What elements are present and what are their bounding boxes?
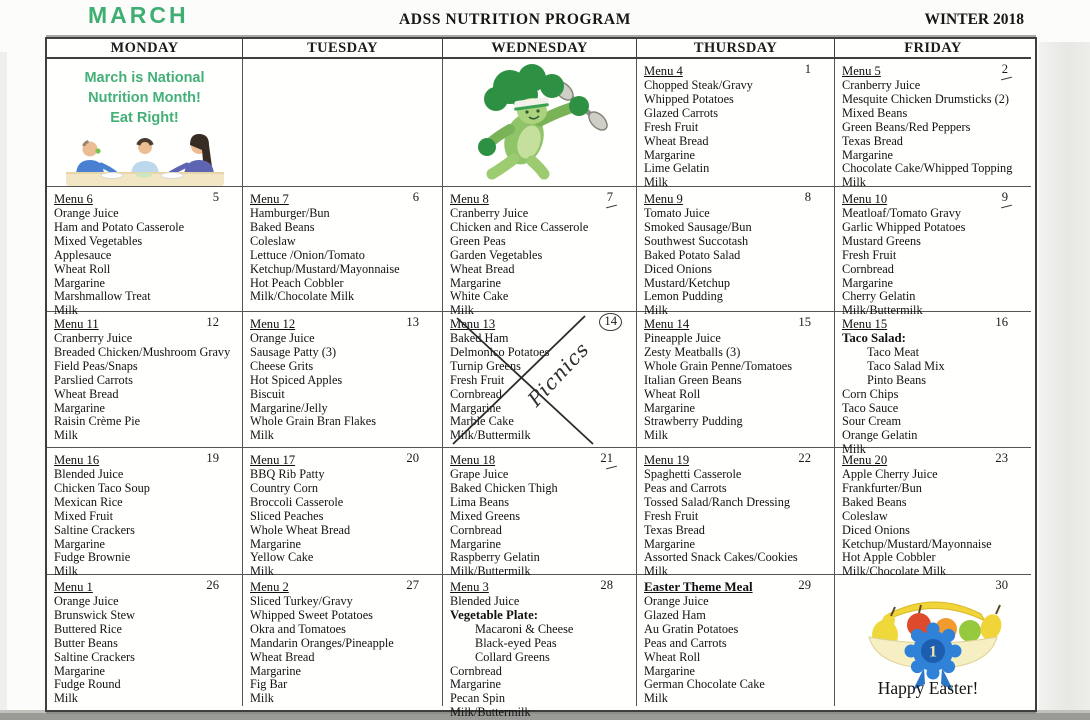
menu-item: Fudge Round (54, 677, 121, 692)
menu-cell-menu-5 (835, 59, 1031, 190)
menu-item: Cranberry Juice (54, 331, 133, 345)
menu-item: Milk/Buttermilk (450, 428, 531, 443)
menu-item: Wheat Roll (644, 386, 701, 401)
menu-item: Lime Gelatin (644, 161, 710, 176)
menu-item: Turnip Greens (450, 358, 521, 373)
menu-title: Menu 13 (450, 317, 496, 331)
menu-item: Black-eyed Peas (475, 635, 557, 650)
day-number: 14 (599, 313, 622, 331)
menu-item: Corn Chips (842, 386, 899, 401)
menu-item: Margarine (54, 400, 105, 415)
menu-item: Margarine/Jelly (250, 400, 328, 415)
menu-item: Mexican Rice (54, 494, 123, 509)
menu-item: Garlic Whipped Potatoes (842, 219, 966, 234)
menu-item: Margarine (644, 147, 695, 162)
menu-item: Milk (54, 691, 78, 706)
menu-item: Orange Gelatin (842, 428, 918, 443)
menu-item: Cranberry Juice (842, 78, 921, 92)
menu-item: Strawberry Pudding (644, 414, 743, 429)
menu-item: Cornbread (450, 386, 502, 401)
menu-item: Broccoli Casserole (250, 494, 344, 509)
menu-item: Cranberry Juice (450, 206, 529, 220)
menu-item: Fudge Brownie (54, 550, 131, 565)
menu-item: Sliced Turkey/Gravy (250, 594, 353, 608)
illustration-cell-broccoli-exercising (443, 59, 637, 187)
broccoli-exercising-illustration (443, 59, 636, 181)
menu-item: Vegetable Plate: (450, 607, 539, 622)
menu-title: Menu 16 (54, 453, 100, 467)
calendar-grid (47, 39, 1031, 720)
menu-item: Milk/Buttermilk (842, 303, 923, 318)
promo-cell-nutrition-month (47, 59, 243, 187)
day-number: 19 (206, 451, 219, 465)
menu-item: Whole Grain Bran Flakes (250, 414, 377, 429)
menu-item: Diced Onions (644, 261, 712, 276)
menu-item: Wheat Bread (644, 133, 709, 148)
day-number: 27 (406, 578, 419, 592)
menu-cell-menu-9 (637, 187, 835, 318)
menu-item: Applesauce (54, 247, 112, 262)
menu-item: Sliced Peaches (250, 508, 324, 523)
menu-cell-menu-16 (47, 448, 243, 579)
menu-item: Orange Juice (644, 594, 709, 608)
menu-item: Pinto Beans (867, 372, 927, 387)
day-number: 1 (804, 62, 811, 76)
menu-cell-menu-18 (443, 448, 637, 579)
menu-item: Tossed Salad/Ranch Dressing (644, 494, 790, 509)
day-header-thursday: THURSDAY (637, 39, 835, 59)
menu-title: Menu 8 (450, 192, 489, 206)
menu-item: Milk (644, 428, 668, 443)
menu-item: Milk (54, 428, 78, 443)
nutrition-month-message (47, 68, 242, 128)
nutrition-month-message-line: March is National (84, 70, 205, 86)
menu-item: Coleslaw (842, 508, 888, 523)
menu-item: Milk (644, 691, 668, 706)
menu-item: Margarine (450, 275, 501, 290)
menu-item: Orange Juice (54, 206, 119, 220)
menu-item: Whole Wheat Bread (250, 522, 351, 537)
menu-item: Margarine (54, 275, 105, 290)
menu-item: Margarine (842, 147, 893, 162)
menu-item: Raspberry Gelatin (450, 550, 540, 565)
menu-item: Wheat Bread (450, 261, 515, 276)
menu-item: Grape Juice (450, 467, 509, 481)
menu-item: Mustard Greens (842, 233, 921, 248)
menu-item: Lemon Pudding (644, 289, 723, 304)
menu-item: Marshmallow Treat (54, 289, 151, 304)
happy-easter-caption: Happy Easter! (877, 678, 979, 698)
menu-item: Taco Salad: (842, 331, 906, 345)
day-number: 16 (995, 315, 1008, 329)
day-number: 8 (804, 190, 811, 204)
menu-item: Milk (54, 564, 78, 579)
menu-cell-menu-17 (243, 448, 443, 579)
menu-item: Ketchup/Mustard/Mayonnaise (250, 261, 400, 276)
day-number: 7 (606, 190, 613, 204)
menu-item: Hot Peach Cobbler (250, 275, 344, 290)
menu-item: Milk/Chocolate Milk (842, 564, 947, 579)
menu-item: Diced Onions (842, 522, 910, 537)
menu-item: Sausage Patty (3) (250, 344, 337, 359)
menu-item: Taco Sauce (842, 400, 899, 415)
menu-item: Margarine (644, 536, 695, 551)
menu-item: Pecan Spin (450, 691, 505, 706)
menu-item: Hot Apple Cobbler (842, 550, 936, 565)
menu-item: Margarine (54, 536, 105, 551)
empty-cell (243, 59, 443, 187)
menu-item: Chopped Steak/Gravy (644, 78, 753, 92)
menu-item: Frankfurter/Bun (842, 480, 922, 495)
day-number: 26 (206, 578, 219, 592)
menu-cell-menu-11 (47, 312, 243, 448)
menu-item: Delmonico Potatoes (450, 344, 550, 359)
menu-item: Lettuce /Onion/Tomato (250, 247, 365, 262)
menu-item: Blended Juice (54, 467, 124, 481)
menu-item: Ham and Potato Casserole (54, 219, 185, 234)
menu-title: Menu 15 (842, 317, 888, 331)
menu-item: Wheat Bread (54, 386, 119, 401)
menu-title: Menu 19 (644, 453, 690, 467)
menu-item: Ketchup/Mustard/Mayonnaise (842, 536, 992, 551)
menu-item: Fresh Fruit (450, 372, 505, 387)
menu-item: Saltine Crackers (54, 522, 135, 537)
menu-item: Mandarin Oranges/Pineapple (250, 635, 394, 650)
menu-item: Orange Juice (54, 594, 119, 608)
menu-item: Taco Meat (867, 344, 920, 359)
menu-title: Menu 18 (450, 453, 496, 467)
menu-item: Cornbread (450, 663, 502, 678)
menu-item: Green Beans/Red Peppers (842, 119, 971, 134)
ribbon-first-place-number: 1 (929, 643, 937, 661)
menu-item: Green Peas (450, 233, 506, 248)
menu-item: Smoked Sausage/Bun (644, 219, 752, 234)
day-number: 15 (798, 315, 811, 329)
menu-cell-menu-6 (47, 187, 243, 318)
day-header-tuesday: TUESDAY (243, 39, 443, 59)
menu-cell-easter-theme-meal (637, 575, 835, 706)
menu-item: Chicken and Rice Casserole (450, 219, 589, 234)
menu-item: Wheat Bread (250, 649, 315, 664)
menu-item: Macaroni & Cheese (475, 621, 574, 636)
menu-item: Milk (250, 428, 274, 443)
menu-item: Margarine (450, 536, 501, 551)
day-number: 28 (600, 578, 613, 592)
menu-item: Collard Greens (475, 649, 550, 664)
menu-item: Milk (644, 175, 668, 190)
menu-item: Buttered Rice (54, 621, 122, 636)
day-number: 29 (798, 578, 811, 592)
menu-item: Meatloaf/Tomato Gravy (842, 206, 961, 220)
menu-item: Pineapple Juice (644, 331, 721, 345)
menu-item: Texas Bread (842, 133, 903, 148)
menu-title: Menu 12 (250, 317, 296, 331)
menu-item: Wheat Roll (54, 261, 111, 276)
menu-item: German Chocolate Cake (644, 677, 765, 692)
menu-item: Saltine Crackers (54, 649, 135, 664)
day-number: 13 (406, 315, 419, 329)
menu-item: Breaded Chicken/Mushroom Gravy (54, 344, 231, 359)
nutrition-month-message-line: Eat Right! (110, 110, 179, 126)
menu-item: Cornbread (450, 522, 502, 537)
menu-item: Sour Cream (842, 414, 902, 429)
menu-item: Baked Potato Salad (644, 247, 741, 262)
day-number: 2 (1001, 62, 1008, 76)
menu-item: Milk (842, 175, 866, 190)
menu-item: Fresh Fruit (644, 119, 699, 134)
menu-item: Margarine (450, 677, 501, 692)
menu-item: Butter Beans (54, 635, 118, 650)
menu-item: Apple Cherry Juice (842, 467, 938, 481)
menu-item: Fig Bar (250, 677, 288, 692)
menu-item: Peas and Carrots (644, 480, 727, 495)
menu-cell-menu-14 (637, 312, 835, 448)
menu-cell-menu-7 (243, 187, 443, 312)
menu-title: Menu 7 (250, 192, 289, 206)
menu-calendar-table (45, 37, 1037, 720)
menu-item: Au Gratin Potatoes (644, 621, 739, 636)
menu-cell-menu-4 (637, 59, 835, 190)
menu-item: Parslied Carrots (54, 372, 133, 387)
menu-item: Fresh Fruit (842, 247, 897, 262)
menu-item: Mixed Vegetables (54, 233, 143, 248)
menu-title: Menu 17 (250, 453, 296, 467)
season-label: WINTER 2018 (924, 11, 1024, 28)
menu-item: Mustard/Ketchup (644, 275, 731, 290)
menu-title: Easter Theme Meal (644, 579, 753, 594)
day-number: 6 (412, 190, 419, 204)
menu-item: Hamburger/Bun (250, 206, 330, 220)
menu-title: Menu 20 (842, 453, 888, 467)
menu-item: Margarine (54, 663, 105, 678)
menu-item: Garden Vegetables (450, 247, 543, 262)
menu-item: Baked Beans (842, 494, 907, 509)
day-number: 5 (212, 190, 219, 204)
day-number: 23 (995, 451, 1008, 465)
menu-item: Milk/Buttermilk (450, 705, 531, 720)
menu-item: Mixed Fruit (54, 508, 114, 523)
easter-celebration-cell (835, 575, 1031, 706)
menu-title: Menu 10 (842, 192, 888, 206)
menu-cell-menu-13 (443, 312, 637, 448)
menu-item: Yellow Cake (250, 550, 314, 565)
menu-item: Chocolate Cake/Whipped Topping (842, 161, 1013, 176)
menu-item: Orange Juice (250, 331, 315, 345)
menu-title: Menu 3 (450, 580, 489, 594)
menu-item: Fresh Fruit (644, 508, 699, 523)
menu-item: BBQ Rib Patty (250, 467, 325, 481)
menu-item: Cornbread (842, 261, 894, 276)
menu-item: Biscuit (250, 386, 285, 401)
menu-item: Wheat Roll (644, 649, 701, 664)
menu-cell-menu-10 (835, 187, 1031, 318)
menu-item: Margarine (250, 536, 301, 551)
menu-cell-menu-19 (637, 448, 835, 579)
handwritten-picnics-note: Picnics (522, 337, 595, 411)
menu-cell-menu-20 (835, 448, 1031, 579)
people-eating-together-illustration (60, 131, 230, 187)
menu-cell-menu-15 (835, 312, 1031, 457)
menu-item: Taco Salad Mix (867, 358, 945, 373)
menu-item: Milk (54, 303, 78, 318)
menu-item: Milk (450, 303, 474, 318)
menu-item: Margarine (450, 400, 501, 415)
menu-item: Milk (250, 564, 274, 579)
day-number: 21 (600, 451, 613, 465)
scan-edge-left (0, 52, 7, 713)
menu-item: Whipped Sweet Potatoes (250, 607, 373, 622)
menu-item: Blended Juice (450, 594, 520, 608)
scan-edge-right (1039, 42, 1090, 713)
menu-title: Menu 6 (54, 192, 93, 206)
menu-title: Menu 2 (250, 580, 289, 594)
menu-item: Milk/Buttermilk (450, 564, 531, 579)
menu-item: Milk (644, 303, 668, 318)
menu-item: Texas Bread (644, 522, 705, 537)
menu-item: Southwest Succotash (644, 233, 749, 248)
menu-item: Mesquite Chicken Drumsticks (2) (842, 91, 1010, 106)
menu-cell-menu-8 (443, 187, 637, 318)
day-header-wednesday: WEDNESDAY (443, 39, 637, 59)
month-title: MARCH (88, 2, 189, 28)
menu-item: Assorted Snack Cakes/Cookies (644, 550, 798, 565)
program-title: ADSS NUTRITION PROGRAM (399, 11, 631, 28)
menu-title: Menu 11 (54, 317, 99, 331)
menu-title: Menu 5 (842, 64, 881, 78)
menu-item: Spaghetti Casserole (644, 467, 742, 481)
day-number: 9 (1001, 190, 1008, 204)
menu-item: Country Corn (250, 480, 318, 495)
menu-cell-menu-12 (243, 312, 443, 448)
day-number: 22 (798, 451, 811, 465)
menu-item: Margarine (842, 275, 893, 290)
menu-item: Baked Ham (450, 331, 509, 345)
menu-cell-menu-3 (443, 575, 637, 720)
menu-item: Raisin Crème Pie (54, 414, 141, 429)
menu-item: Cherry Gelatin (842, 289, 916, 304)
menu-item: Glazed Ham (644, 607, 706, 622)
menu-item: Whipped Potatoes (644, 91, 734, 106)
menu-item: Lima Beans (450, 494, 510, 509)
menu-item: Margarine (250, 663, 301, 678)
menu-item: Margarine (644, 663, 695, 678)
menu-item: Cheese Grits (250, 358, 314, 373)
menu-item: Chicken Taco Soup (54, 480, 150, 495)
menu-item: Glazed Carrots (644, 105, 719, 120)
menu-item: Tomato Juice (644, 206, 710, 220)
menu-item: Mixed Greens (450, 508, 521, 523)
day-header-friday: FRIDAY (835, 39, 1031, 59)
menu-item: Hot Spiced Apples (250, 372, 343, 387)
menu-title: Menu 1 (54, 580, 93, 594)
menu-item: Field Peas/Snaps (54, 358, 138, 373)
menu-item: Mixed Beans (842, 105, 908, 120)
menu-title: Menu 4 (644, 64, 683, 78)
menu-item: Baked Chicken Thigh (450, 480, 558, 495)
menu-item: Peas and Carrots (644, 635, 727, 650)
menu-item: Baked Beans (250, 219, 315, 234)
day-number: 20 (406, 451, 419, 465)
menu-item: Brunswick Stew (54, 607, 135, 622)
menu-title: Menu 14 (644, 317, 690, 331)
menu-item: Zesty Meatballs (3) (644, 344, 741, 359)
menu-item: Milk (250, 691, 274, 706)
menu-item: Italian Green Beans (644, 372, 742, 387)
menu-item: Okra and Tomatoes (250, 621, 346, 636)
menu-item: Coleslaw (250, 233, 296, 248)
menu-item: White Cake (450, 289, 509, 304)
menu-item: Milk (842, 442, 866, 457)
menu-cell-menu-1 (47, 575, 243, 706)
day-header-monday: MONDAY (47, 39, 243, 59)
menu-item: Whole Grain Penne/Tomatoes (644, 358, 793, 373)
menu-item: Marble Cake (450, 414, 514, 429)
menu-item: Milk (644, 564, 668, 579)
day-number: 30 (995, 578, 1008, 592)
menu-cell-menu-2 (243, 575, 443, 706)
menu-title: Menu 9 (644, 192, 683, 206)
day-number: 12 (206, 315, 219, 329)
menu-item: Milk/Chocolate Milk (250, 289, 355, 304)
nutrition-month-message-line: Nutrition Month! (88, 90, 201, 106)
menu-item: Margarine (644, 400, 695, 415)
